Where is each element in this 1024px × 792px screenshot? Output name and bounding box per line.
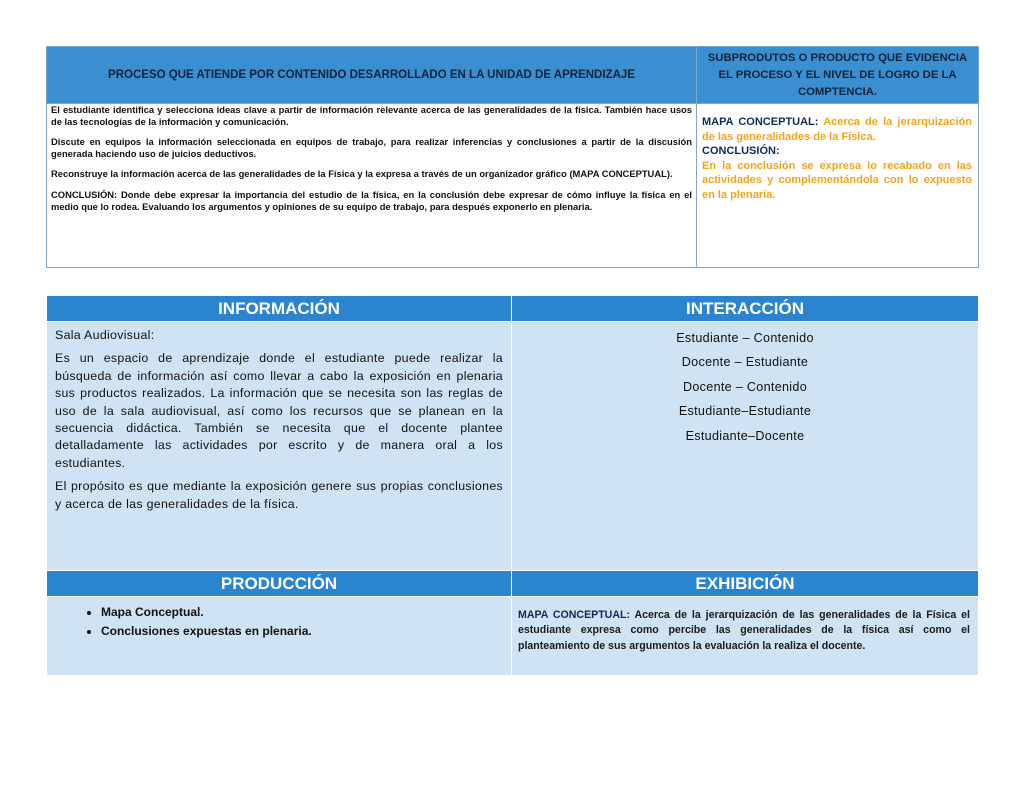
- interaction-header: INTERACCIÓN: [512, 296, 979, 322]
- interaction-item: Estudiante–Estudiante: [678, 404, 812, 419]
- exhibition-label: MAPA CONCEPTUAL:: [518, 609, 630, 621]
- concept-map-label: MAPA CONCEPTUAL:: [702, 116, 819, 128]
- interaction-item: Estudiante – Contenido: [676, 331, 814, 345]
- interaction-item: Docente – Contenido: [682, 379, 808, 394]
- subproducts-description: [697, 104, 979, 268]
- interaction-item: Estudiante–Docente: [685, 428, 805, 443]
- concept-map-text: Acerca de la jerarquización de las generalidades de la Física.: [702, 116, 973, 143]
- concept-map-evidence: [702, 115, 972, 144]
- process-paragraph: CONCLUSIÓN: Donde debe expresar la importancia del estudio de la física, en la conclusión debe expresar de cómo influye la física en el medio que lo rodea. Evaluando los argumentos y opiniones de su equipo de trabajo, para después exponerlo en plenaria.: [51, 188, 692, 212]
- conclusion-text: En la conclusión se expresa lo recabado en las actividades y complementándola con lo expuesto en la plenaria.: [702, 159, 972, 201]
- info-interaction-table: [46, 295, 979, 676]
- process-table: [46, 46, 979, 268]
- process-paragraph: Discute en equipos la información seleccionada en equipos de trabajo, para realizar inferencias y conclusiones a partir de la discusión generada haciendo uso de juicios deductivos.: [51, 136, 692, 159]
- conclusion-label: CONCLUSIÓN:: [702, 145, 780, 158]
- subproducts-header: SUBPRODUTOS O PRODUCTO QUE EVIDENCIA EL PROCESO Y EL NIVEL DE LOGRO DE LA COMPTENCIA.: [697, 47, 979, 104]
- production-list: [47, 603, 511, 641]
- exhibition-header: EXHIBICIÓN: [512, 571, 979, 597]
- production-item: • Mapa Conceptual.: [101, 603, 511, 622]
- info-header: INFORMACIÓN: [47, 296, 512, 322]
- info-paragraph: El propósito es que mediante la exposición genere sus propias conclusiones y acerca de las generalidades de la física.: [55, 479, 503, 511]
- exhibition-text: Acerca de la jerarquización de las generalidades de la Física el estudiante expresa como percibe las generalidades de la física así como el planteamiento de sus argumentos la evaluación la realiza el docente.: [518, 609, 970, 652]
- process-header: PROCESO QUE ATIENDE POR CONTENIDO DESARROLLADO EN LA UNIDAD DE APRENDIZAJE: [47, 47, 697, 104]
- process-paragraph: Reconstruye la información acerca de las generalidades de la Física y la expresa a través de un organizador gráfico (MAPA CONCEPTUAL).: [51, 168, 673, 180]
- process-description: [47, 104, 697, 268]
- info-cell: [47, 322, 512, 571]
- process-paragraph: El estudiante identifica y selecciona ideas clave a partir de información relevante acerca de las generalidades de la física. También hace usos de las tecnologías de la información y comunicación.: [51, 104, 692, 127]
- info-paragraph: Es un espacio de aprendizaje donde el estudiante puede realizar la búsqueda de información así como llevar a cabo la exposición en plenaria sus productos realizados. La información que se necesita son las reglas de uso de la sala audiovisual, así como los recursos que se planean en la secuencia didáctica. También se necesita que el docente plantee detalladamente las actividades por escrito y de manera oral a los estudiantes.: [55, 351, 503, 470]
- interaction-cell: [512, 322, 979, 571]
- production-item: • Conclusiones expuestas en plenaria.: [101, 622, 511, 641]
- exhibition-cell: [512, 597, 979, 676]
- info-paragraph: Sala Audiovisual:: [55, 328, 155, 342]
- production-header: PRODUCCIÓN: [47, 571, 512, 597]
- production-cell: [47, 597, 512, 676]
- interaction-item: Docente – Estudiante: [681, 355, 809, 370]
